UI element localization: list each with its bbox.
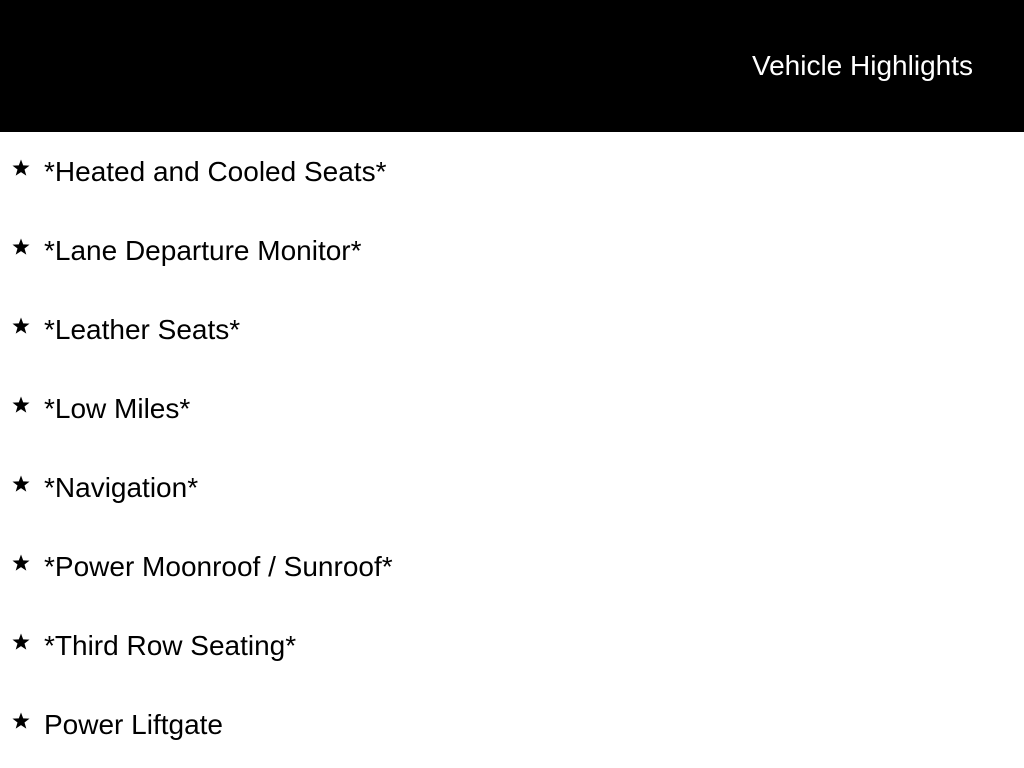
highlight-label: *Third Row Seating*	[44, 630, 297, 661]
highlight-label: *Lane Departure Monitor*	[44, 235, 362, 266]
list-item	[0, 290, 1024, 369]
list-item	[0, 448, 1024, 527]
highlights-list	[0, 132, 1024, 764]
star-icon	[11, 474, 31, 494]
list-item	[0, 527, 1024, 606]
star-icon	[11, 553, 31, 573]
highlight-label: *Heated and Cooled Seats*	[44, 156, 387, 187]
list-item	[0, 685, 1024, 764]
highlight-label: Power Liftgate	[44, 709, 223, 740]
list-item	[0, 606, 1024, 685]
highlight-label: *Power Moonroof / Sunroof*	[44, 551, 393, 582]
list-item	[0, 132, 1024, 211]
list-item	[0, 369, 1024, 448]
highlight-label: *Leather Seats*	[44, 314, 241, 345]
list-item	[0, 211, 1024, 290]
star-icon	[11, 316, 31, 336]
highlight-label: *Low Miles*	[44, 393, 191, 424]
star-icon	[11, 158, 31, 178]
page-title: Vehicle Highlights	[751, 50, 973, 81]
star-icon	[11, 711, 31, 731]
star-icon	[11, 632, 31, 652]
highlights-header	[0, 0, 1024, 132]
star-icon	[11, 395, 31, 415]
highlight-label: *Navigation*	[44, 472, 199, 503]
star-icon	[11, 237, 31, 257]
